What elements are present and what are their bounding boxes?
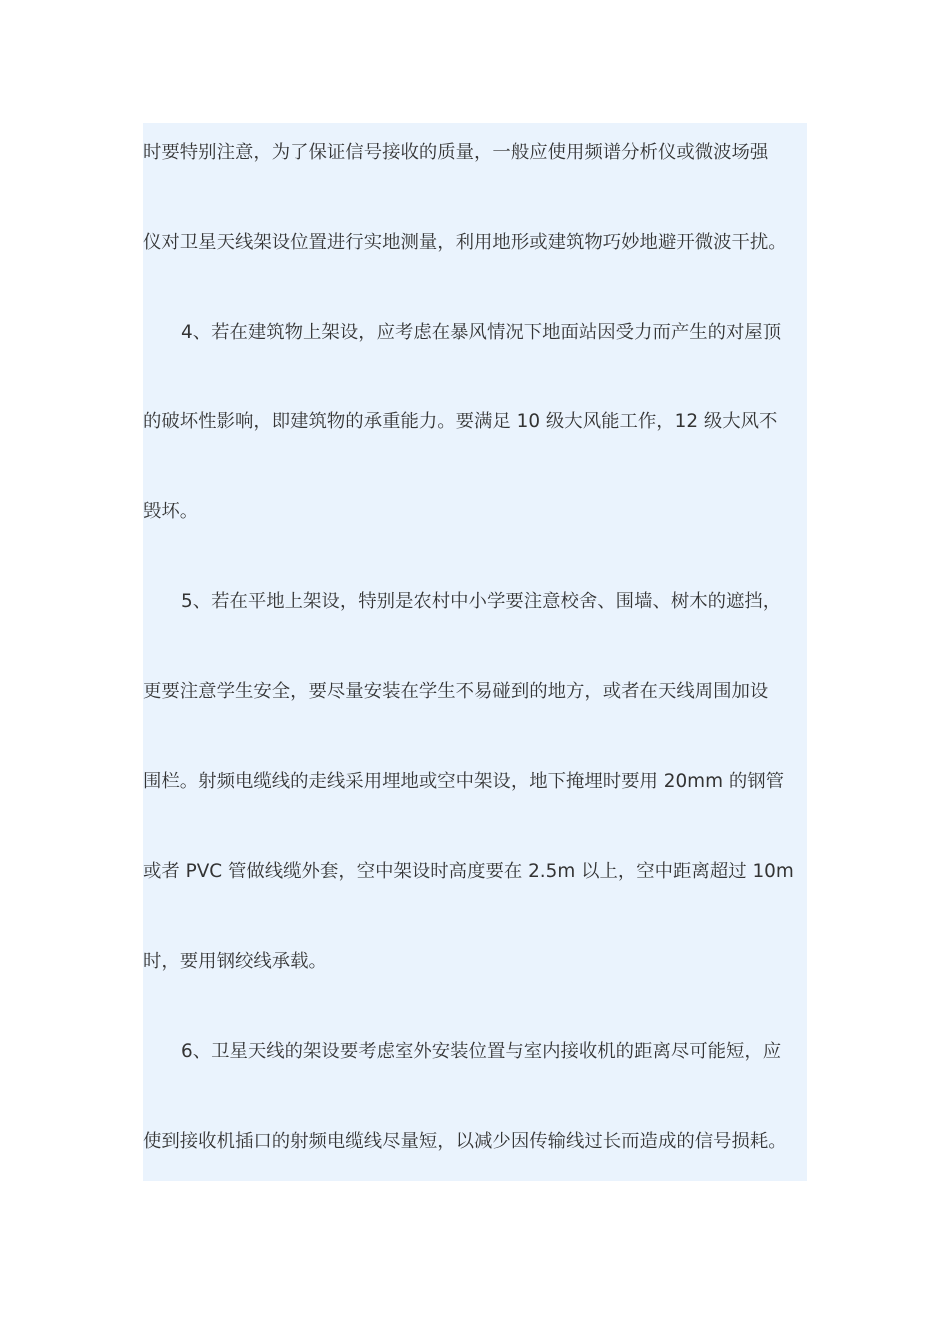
paragraph-4-line-3: 毁坏。: [143, 501, 199, 522]
paragraph-4-line-1: 4、若在建筑物上架设，应考虑在暴风情况下地面站因受力而产生的对屋顶: [181, 322, 782, 343]
text-line-2: 仪对卫星天线架设位置进行实地测量，利用地形或建筑物巧妙地避开微波干扰。: [143, 232, 787, 253]
paragraph-5-line-2: 更要注意学生安全，要尽量安装在学生不易碰到的地方，或者在天线周围加设: [143, 681, 769, 702]
paragraph-5-line-5: 时，要用钢绞线承载。: [143, 951, 327, 972]
paragraph-5-line-4: 或者 PVC 管做线缆外套，空中架设时高度要在 2.5m 以上，空中距离超过 10m: [143, 861, 794, 882]
paragraph-6-line-2: 使到接收机插口的射频电缆线尽量短，以减少因传输线过长而造成的信号损耗。: [143, 1131, 787, 1152]
paragraph-5-line-1: 5、若在平地上架设，特别是农村中小学要注意校舍、围墙、树木的遮挡，: [181, 591, 782, 612]
paragraph-5-line-3: 围栏。射频电缆线的走线采用埋地或空中架设，地下掩埋时要用 20mm 的钢管: [143, 771, 785, 792]
highlighted-text-block: [143, 123, 807, 1181]
paragraph-6-line-1: 6、卫星天线的架设要考虑室外安装位置与室内接收机的距离尽可能短，应: [181, 1041, 782, 1062]
paragraph-4-line-2: 的破坏性影响，即建筑物的承重能力。要满足 10 级大风能工作，12 级大风不: [143, 411, 778, 432]
text-line-1: 时要特别注意，为了保证信号接收的质量，一般应使用频谱分析仪或微波场强: [143, 142, 769, 163]
